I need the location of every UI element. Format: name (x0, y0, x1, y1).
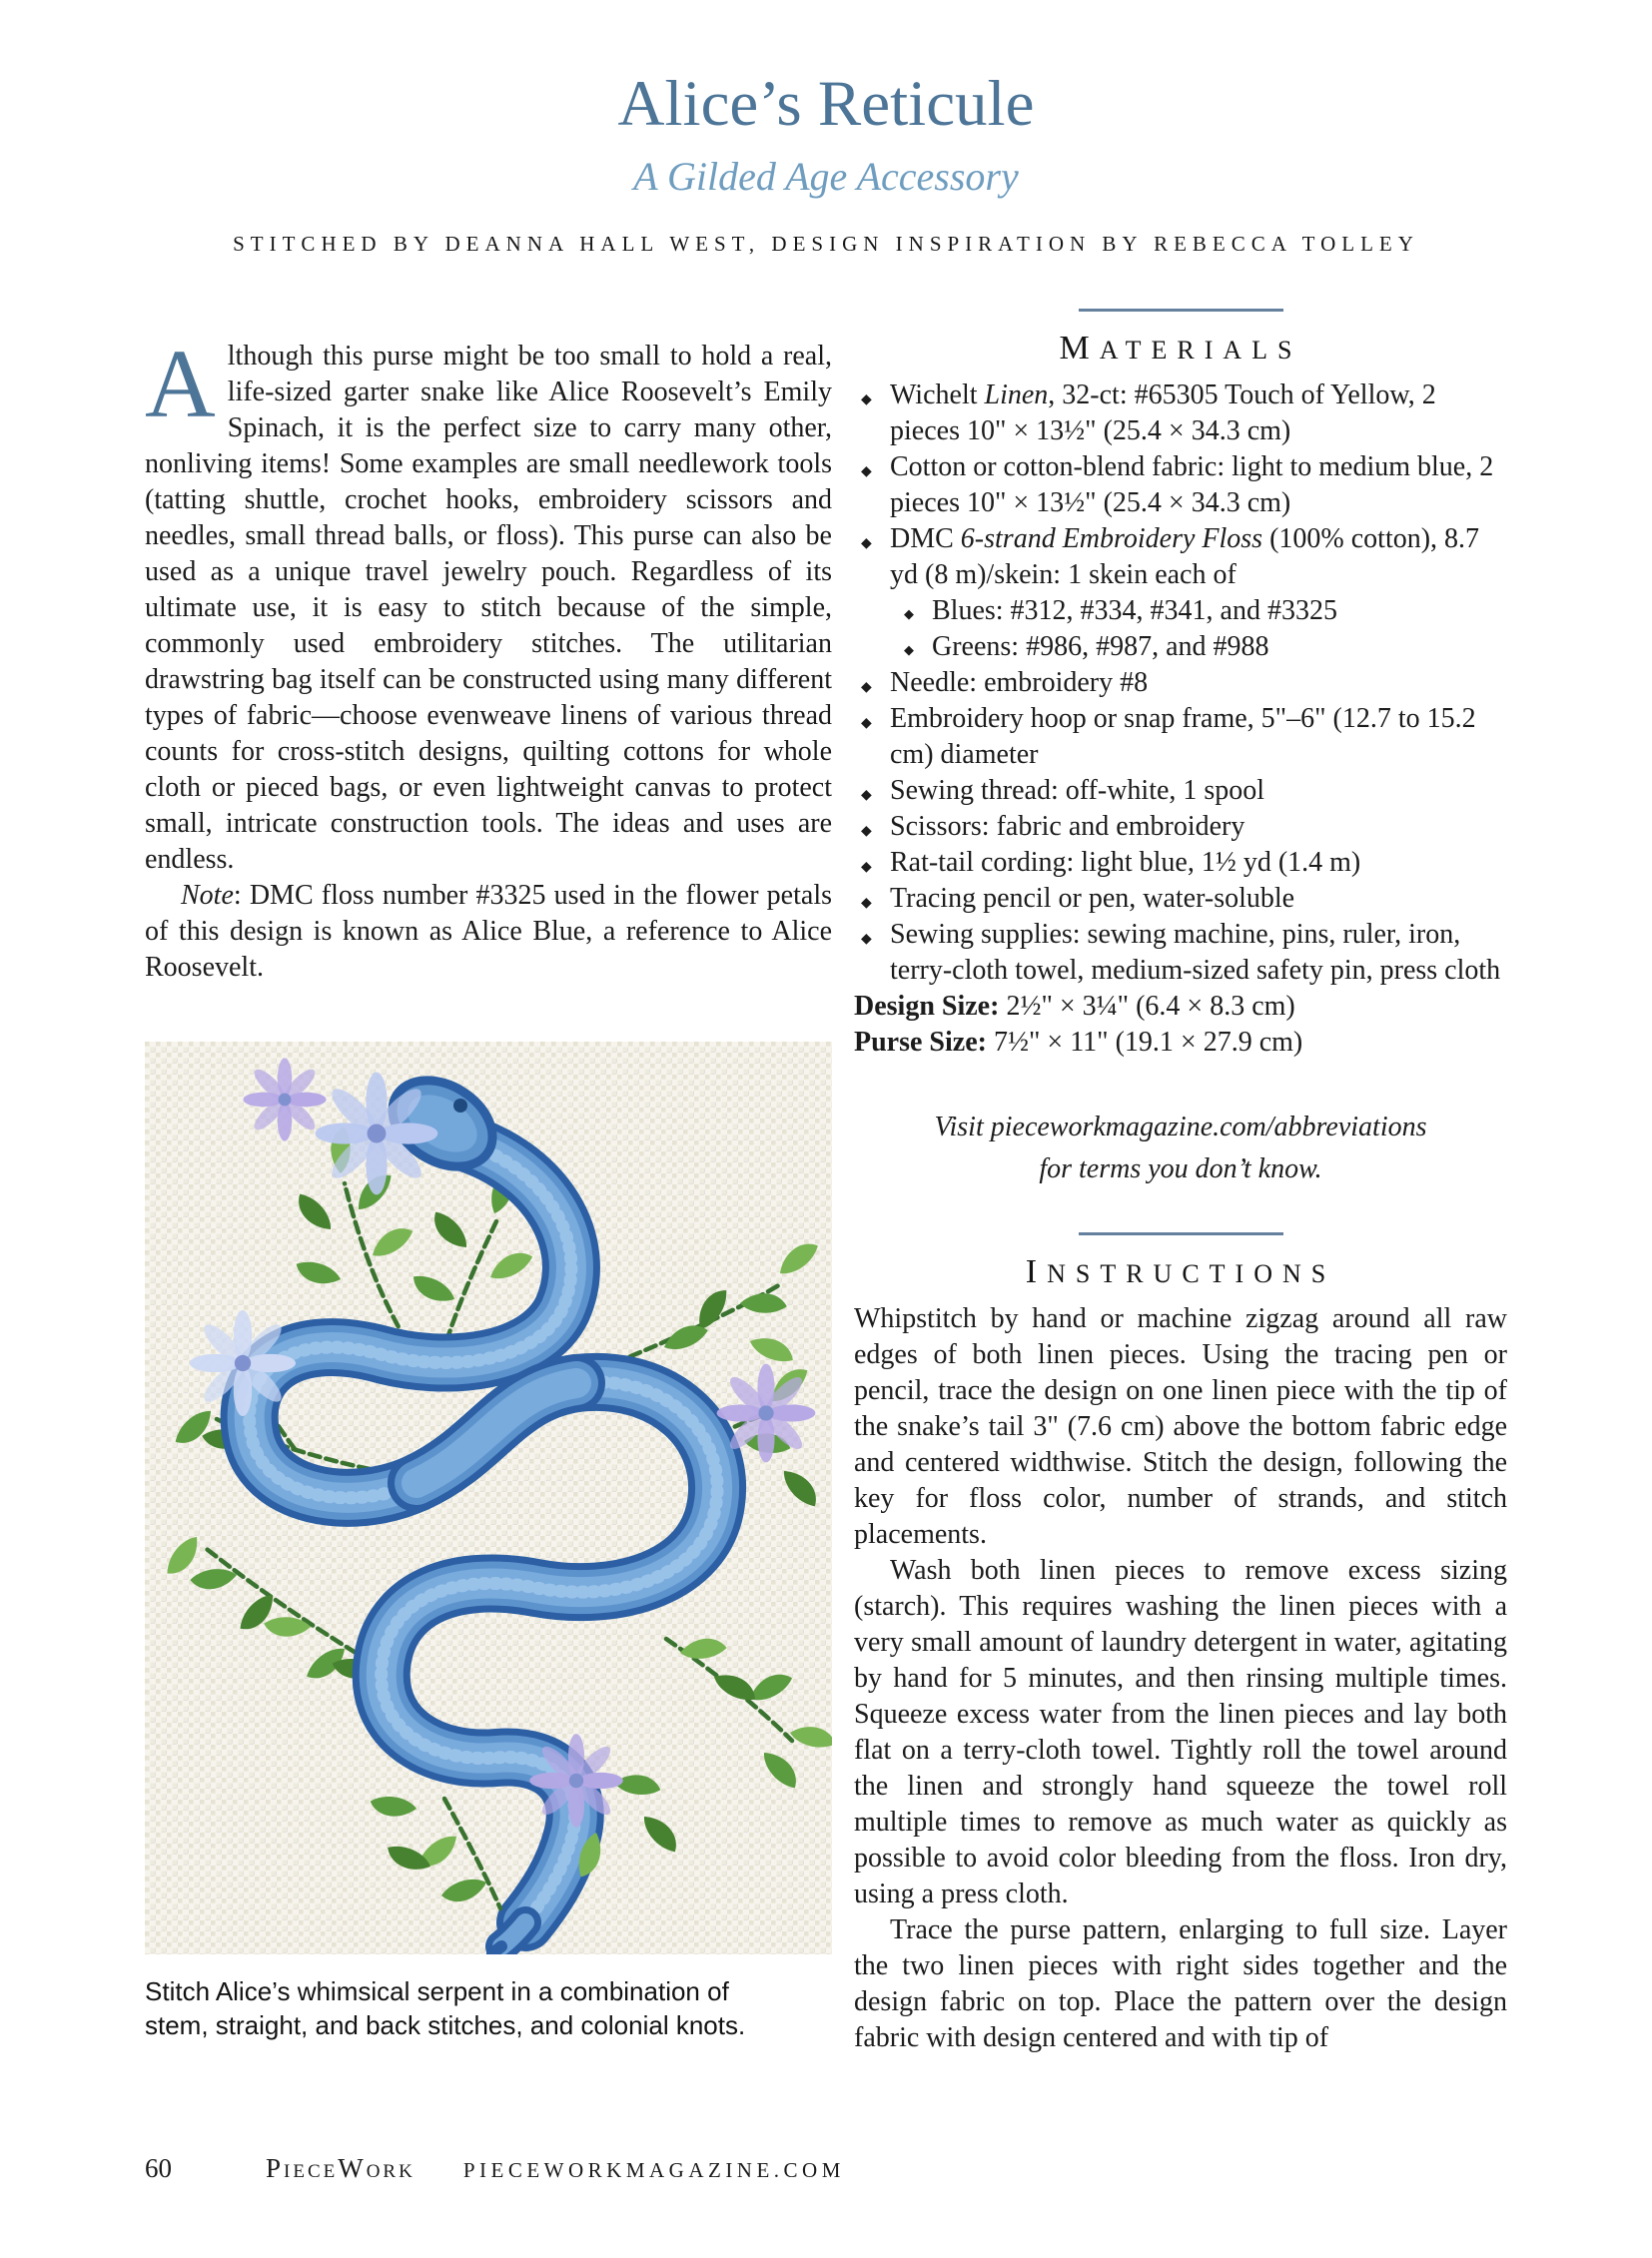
abbreviations-note (854, 1107, 1507, 1190)
abbreviations-note-line1: Visit pieceworkmagazine.com/abbreviations (934, 1112, 1427, 1142)
material-item: ◆ Cotton or cotton-blend fabric: light to medium blue, 2 pieces 10" × 13½" (25.4 × 34.3 cm) (854, 449, 1507, 521)
material-item: ◆ Sewing supplies: sewing machine, pins, ruler, iron, terry-cloth towel, medium-sized safety pin, press cloth (854, 917, 1507, 989)
material-item: ◆ Scissors: fabric and embroidery (854, 809, 1507, 845)
right-column (854, 305, 1507, 2056)
instruction-paragraph: Trace the purse pattern, enlarging to full size. Layer the two linen pieces with right sides together and the design fabric on top. Place the pattern over the design fabric with design centered and with tip of (854, 1914, 1507, 2053)
materials-heading (854, 330, 1507, 368)
embroidery-photo (145, 1042, 832, 1954)
intro-text: lthough this purse might be too small to hold a real, life-sized garter snake like Alice Roosevelt’s Emily Spinach, it is the perfect size to carry many other, nonliving items! Some examples are small needlework tools (tatting shuttle, crochet hooks, embroidery scissors and needles, small thread balls, or floss). This purse can also be used as a unique travel jewelry pouch. Regardless of its ultimate use, it is easy to stitch because of the simple, commonly used embroidery stitches. The utilitarian drawstring bag itself can be constructed using many different types of fabric—choose evenweave linens of various thread counts for cross-stitch designs, quilting cottons for whole cloth or pieced bags, or even lightweight canvas to protect small, intricate construction tools. The ideas and uses are endless. (145, 341, 832, 875)
material-subitem: ◆ Blues: #312, #334, #341, and #3325 (854, 593, 1507, 629)
embroidery-figure (145, 1042, 832, 2042)
page-footer (145, 2153, 845, 2184)
material-item: ◆ Sewing thread: off-white, 1 spool (854, 773, 1507, 809)
instruction-paragraph: Wash both linen pieces to remove excess sizing (starch). This requires washing the linen pieces with a very small amount of laundry detergent in water, agitating by hand for 5 minutes, and then rinsing multiple times. Squeeze excess water from the linen pieces and lay both flat on a terry-cloth towel. Tightly roll the towel around the linen and strongly hand squeeze the towel roll multiple times to remove as much water as quickly as possible to avoid color bleeding from the floss. Iron dry, using a press cloth. (854, 1555, 1507, 1909)
article-subtitle: A Gilded Age Accessory (633, 154, 1019, 199)
section-rule (1079, 309, 1283, 312)
materials-heading-rest: ATERIALS (1099, 336, 1302, 365)
left-column (145, 305, 832, 2042)
material-subitem: ◆ Greens: #986, #987, and #988 (854, 629, 1507, 665)
instruction-paragraphs (854, 1301, 1507, 2056)
instructions-heading-rest: NSTRUCTIONS (1047, 1259, 1336, 1288)
page-title: Alice’s Reticule (617, 68, 1035, 140)
magazine-brand: PieceWork (266, 2153, 415, 2183)
magazine-url: PIECEWORKMAGAZINE.COM (462, 2158, 845, 2182)
instruction-paragraph: Whipstitch by hand or machine zigzag around all raw edges of both linen pieces. Using the tracing pen or pencil, trace the design on one linen piece with the tip of the snake’s tail 3" (7.6 cm) above the bottom fabric edge and centered widthwise. Stitch the design, following the key for floss color, number of strands, and stitch placements. (854, 1303, 1507, 1550)
two-column-layout (0, 305, 1652, 2056)
material-item: ◆ Needle: embroidery #8 (854, 665, 1507, 701)
size-line: Design Size: 2½" × 3¼" (6.4 × 8.3 cm) (854, 991, 1295, 1022)
material-item: ◆ Embroidery hoop or snap frame, 5"–6" (12.7 to 15.2 cm) diameter (854, 701, 1507, 773)
materials-section (854, 309, 1507, 1061)
size-lines (854, 989, 1507, 1061)
instructions-heading (854, 1253, 1507, 1291)
material-item: ◆ DMC 6-strand Embroidery Floss (100% cotton), 8.7 yd (8 m)/skein: 1 skein each of (854, 521, 1507, 593)
snake-eye (453, 1099, 467, 1113)
abbreviations-note-line2: for terms you don’t know. (1039, 1153, 1322, 1184)
byline: STITCHED BY DEANNA HALL WEST, DESIGN INSPIRATION BY REBECCA TOLLEY (233, 232, 1419, 256)
size-line: Purse Size: 7½" × 11" (19.1 × 27.9 cm) (854, 1027, 1303, 1058)
material-item: ◆ Tracing pencil or pen, water-soluble (854, 881, 1507, 917)
note-paragraph: Note: DMC floss number #3325 used in the flower petals of this design is known as Alice Blue, a reference to Alice Roosevelt. (145, 880, 832, 983)
materials-heading-initial: M (1059, 330, 1100, 367)
drop-cap: A (145, 331, 216, 438)
material-item: ◆ Rat-tail cording: light blue, 1½ yd (1.4 m) (854, 845, 1507, 881)
photo-caption: Stitch Alice’s whimsical serpent in a combination of stem, straight, and back stitches, and colonial knots. (145, 1976, 746, 2040)
article-header (0, 0, 1652, 257)
section-rule (1079, 1232, 1283, 1235)
instructions-section (854, 1232, 1507, 2056)
intro-paragraph (145, 331, 832, 878)
instructions-heading-initial: I (1025, 1253, 1048, 1290)
material-item: ◆ Wichelt Linen, 32-ct: #65305 Touch of Yellow, 2 pieces 10" × 13½" (25.4 × 34.3 cm) (854, 377, 1507, 449)
page-number: 60 (145, 2153, 172, 2183)
materials-list (854, 377, 1507, 989)
